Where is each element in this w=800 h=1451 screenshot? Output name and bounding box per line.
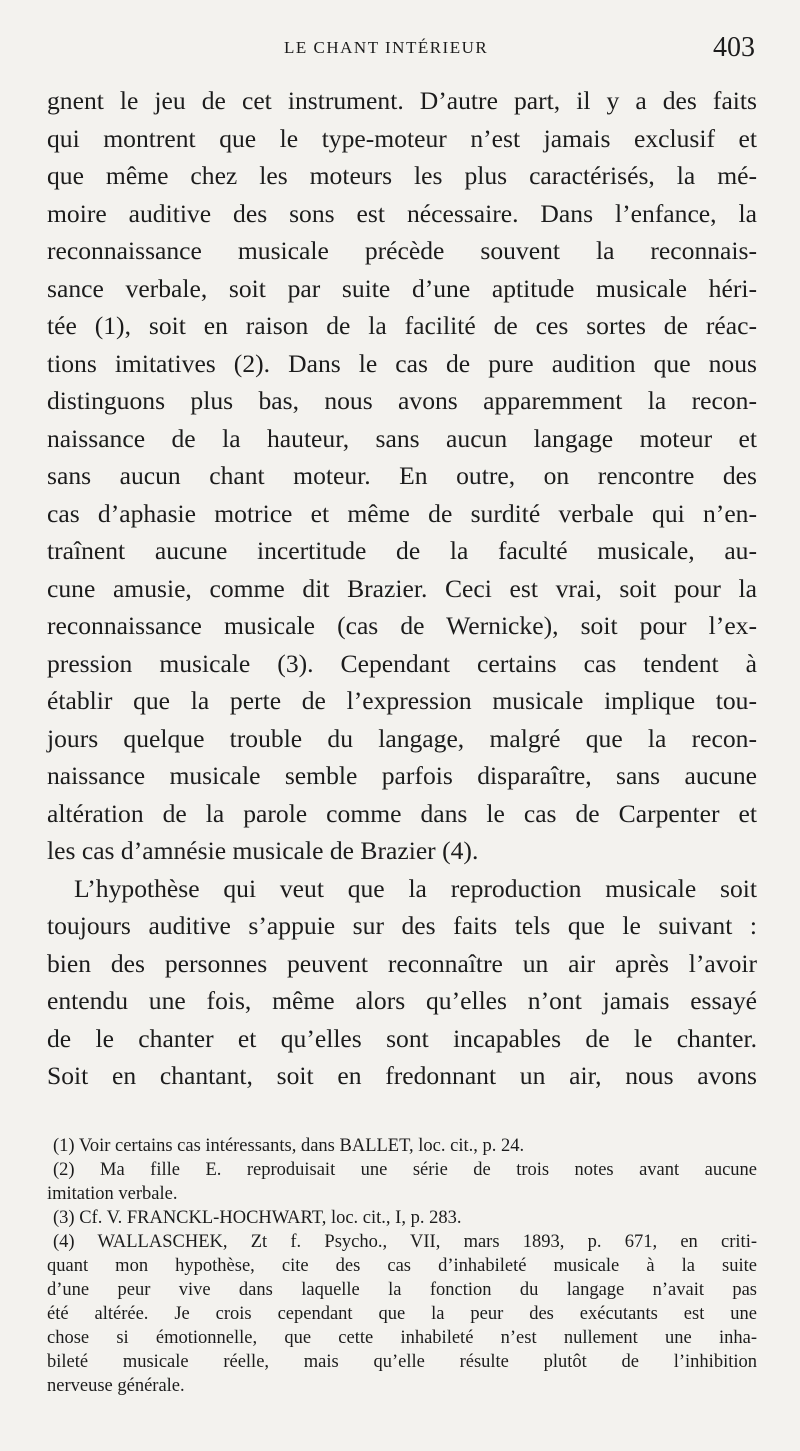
body-line: sans aucun chant moteur. En outre, on rencontre des <box>47 461 757 490</box>
footnote-line: d’une peur vive dans laquelle la fonction du langage n’avait pas <box>47 1280 757 1300</box>
body-line: jours quelque trouble du langage, malgré que la recon- <box>47 723 757 753</box>
body-line: bien des personnes peuvent reconnaître un air après l’avoir <box>47 948 757 978</box>
footnote-line: (3) Cf. V. FRANCKL-HOCHWART, loc. cit., I, p. 283. <box>53 1208 462 1228</box>
body-line: gnent le jeu de cet instrument. D’autre part, il y a des faits <box>47 86 757 115</box>
page-number: 403 <box>713 32 755 63</box>
body-line: naissance musicale semble parfois disparaître, sans aucune <box>47 761 757 790</box>
running-title: LE CHANT INTÉRIEUR <box>284 38 489 57</box>
body-line: entendu une fois, même alors qu’elles n’ont jamais essayé <box>47 986 757 1015</box>
body-text <box>47 82 757 1095</box>
body-line: Soit en chantant, soit en fredonnant un air, nous avons <box>47 1061 757 1090</box>
body-line: altération de la parole comme dans le cas de Carpenter et <box>47 798 757 828</box>
body-line: cune amusie, comme dit Brazier. Ceci est vrai, soit pour la <box>47 573 757 603</box>
footnote-line: quant mon hypothèse, cite des cas d’inhabileté musicale à la suite <box>47 1256 757 1276</box>
body-line: reconnaissance musicale (cas de Wernicke), soit pour l’ex- <box>47 611 757 640</box>
footnote-line: (4) WALLASCHEK, Zt f. Psycho., VII, mars 1893, p. 671, en criti- <box>53 1232 757 1252</box>
body-line: établir que la perte de l’expression musicale implique tou- <box>47 686 757 715</box>
footnote-line: chose si émotionnelle, que cette inhabileté n’est nullement une inha- <box>47 1328 757 1348</box>
body-line: les cas d’amnésie musicale de Brazier (4). <box>47 836 479 865</box>
body-line: reconnaissance musicale précède souvent la reconnais- <box>47 236 757 265</box>
running-head <box>0 30 800 80</box>
footnote-line: nerveuse générale. <box>47 1376 185 1396</box>
body-line: distinguons plus bas, nous avons apparemment la recon- <box>47 386 757 415</box>
body-line: tions imitatives (2). Dans le cas de pure audition que nous <box>47 348 757 378</box>
body-line: L’hypothèse qui veut que la reproduction musicale soit <box>74 873 757 903</box>
body-line: qui montrent que le type-moteur n’est jamais exclusif et <box>47 123 757 153</box>
body-line: toujours auditive s’appuie sur des faits tels que le suivant : <box>47 911 757 940</box>
footnote-line: (1) Voir certains cas intéressants, dans BALLET, loc. cit., p. 24. <box>53 1136 525 1156</box>
footnote-line: bileté musicale réelle, mais qu’elle résulte plutôt de l’inhibition <box>47 1352 757 1372</box>
footnote-line: imitation verbale. <box>47 1184 178 1204</box>
body-line: naissance de la hauteur, sans aucun langage moteur et <box>47 423 757 453</box>
body-line: traînent aucune incertitude de la faculté musicale, au- <box>47 536 757 565</box>
body-line: moire auditive des sons est nécessaire. Dans l’enfance, la <box>47 198 757 228</box>
body-line: cas d’aphasie motrice et même de surdité verbale qui n’en- <box>47 498 757 528</box>
body-line: que même chez les moteurs les plus caractérisés, la mé- <box>47 161 757 190</box>
footnote-line: été altérée. Je crois cependant que la peur des exécutants est une <box>47 1304 757 1324</box>
body-line: de le chanter et qu’elles sont incapables de le chanter. <box>47 1023 757 1053</box>
body-line: tée (1), soit en raison de la facilité de ces sortes de réac- <box>47 311 757 340</box>
footnotes <box>47 1134 757 1398</box>
body-line: pression musicale (3). Cependant certains cas tendent à <box>47 648 757 678</box>
body-line: sance verbale, soit par suite d’une aptitude musicale héri- <box>47 273 757 303</box>
footnote-line: (2) Ma fille E. reproduisait une série de trois notes avant aucune <box>53 1160 757 1180</box>
